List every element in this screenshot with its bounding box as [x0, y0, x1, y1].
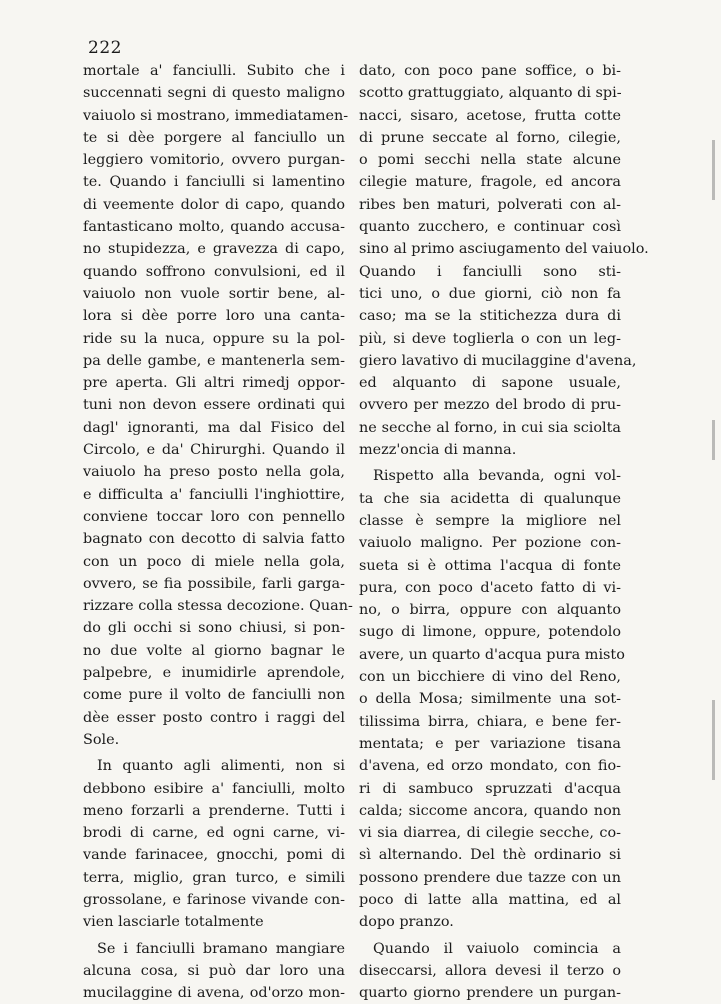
text-line: fantasticano molto, quando accusa- — [83, 219, 345, 236]
text-line: succennati segni di questo maligno — [83, 85, 345, 102]
text-line: dopo pranzo. — [359, 914, 454, 931]
text-line: grossolane, e farinose vivande con- — [83, 891, 345, 908]
text-line: come pure il volto de fanciulli non — [83, 687, 345, 704]
text-line: te. Quando i fanciulli si lamentino — [83, 174, 345, 191]
text-line: pa delle gambe, e mantenerla sem- — [83, 352, 345, 369]
text-line: conviene toccar loro con pennello — [83, 508, 345, 525]
text-line: caso; ma se la stitichezza dura di — [359, 308, 621, 325]
text-line: meno forzarli a prenderne. Tutti i — [83, 802, 345, 819]
text-line: classe è sempre la migliore nel — [359, 512, 621, 529]
text-line: vaiuolo non vuole sortir bene, al- — [83, 285, 345, 302]
text-line: con un poco di miele nella gola, — [83, 553, 345, 570]
text-line: Rispetto alla bevanda, ogni vol- — [373, 468, 621, 485]
text-line: vaiuolo ha preso posto nella gola, — [83, 464, 345, 481]
text-line: cilegie mature, fragole, ed ancora — [359, 174, 621, 191]
text-line: quarto giorno prendere un purgan- — [359, 985, 621, 1002]
text-line: no stupidezza, e gravezza di capo, — [83, 241, 345, 258]
text-line: e difficulta a' fanciulli l'inghiottire, — [83, 486, 345, 503]
text-line: tuni non devon essere ordinati qui — [83, 397, 345, 414]
text-line: leggiero vomitorio, ovvero purgan- — [83, 152, 345, 169]
text-line: alcuna cosa, si può dar loro una — [83, 962, 345, 979]
text-line: palpebre, e inumidirle aprendole, — [83, 665, 345, 682]
text-line: do gli occhi si sono chiusi, si pon- — [83, 620, 345, 637]
text-line: calda; siccome ancora, quando non — [359, 802, 621, 819]
text-line: sugo di limone, oppure, potendolo — [359, 624, 621, 641]
text-line: sino al primo asciugamento del vaiuolo. — [359, 241, 649, 258]
text-line: o della Mosa; similmente una sot- — [359, 691, 621, 708]
text-line: bagnato con decotto di salvia fatto — [83, 531, 345, 548]
text-line: mortale a' fanciulli. Subito che i — [83, 63, 345, 79]
page-edge-mark — [712, 420, 715, 460]
text-line: vande farinacee, gnocchi, pomi di — [83, 847, 345, 864]
text-column-left — [83, 60, 353, 1004]
page-edge-mark — [712, 140, 715, 200]
text-line: ovvero per mezzo del brodo di pru- — [359, 397, 621, 414]
text-line: mezz'oncia di manna. — [359, 442, 517, 459]
text-line: giero lavativo di mucilaggine d'avena, — [359, 352, 637, 369]
text-line: di prune seccate al forno, cilegie, — [359, 129, 621, 146]
text-line: o pomi secchi nella state alcune — [359, 152, 621, 169]
text-line: mucilaggine di avena, od'orzo mon- — [83, 985, 345, 1002]
text-line: Quando il vaiuolo comincia a — [373, 940, 621, 957]
text-line: no due volte al giorno bagnar le — [83, 642, 345, 659]
text-line: dagl' ignoranti, ma dal Fisico del — [83, 419, 345, 436]
text-line: avere, un quarto d'acqua pura misto — [359, 646, 625, 663]
text-line: diseccarsi, allora devesi il terzo o — [359, 962, 621, 979]
text-line: nacci, sisaro, acetose, frutta cotte — [359, 107, 621, 124]
text-line: ed alquanto di sapone usuale, — [359, 375, 621, 392]
text-line: sueta si è ottima l'acqua di fonte — [359, 557, 621, 574]
text-line: dèe esser posto contro i raggi del — [83, 709, 345, 726]
text-line: tici uno, o due giorni, ciò non fa — [359, 285, 621, 302]
text-line: ta che sia acidetta di qualunque — [359, 490, 621, 507]
text-line: vaiuolo si mostrano, immediatamen- — [83, 107, 349, 124]
text-line: più, si deve toglierla o con un leg- — [359, 330, 621, 347]
text-line: quanto zucchero, e continuar così — [359, 219, 621, 236]
text-line: terra, miglio, gran turco, e simili — [83, 869, 345, 886]
text-line: tilissima birra, chiara, e bene fer- — [359, 713, 621, 730]
text-line: ribes ben maturi, polverati con al- — [359, 196, 621, 213]
text-line: brodi di carne, ed ogni carne, vi- — [83, 825, 345, 842]
text-line: con un bicchiere di vino del Reno, — [359, 669, 621, 686]
text-line: pre aperta. Gli altri rimedj oppor- — [83, 375, 345, 392]
text-line: Sole. — [83, 731, 120, 748]
text-line: ne secche al forno, in cui sia sciolta — [359, 419, 621, 436]
text-line: poco di latte alla mattina, ed al — [359, 891, 621, 908]
text-line: te si dèe porgere al fanciullo un — [83, 129, 345, 146]
text-line: vaiuolo maligno. Per pozione con- — [359, 535, 621, 552]
text-line: ride su la nuca, oppure su la pol- — [83, 330, 345, 347]
page-edge-mark — [712, 700, 715, 780]
text-line: mentata; e per variazione tisana — [359, 735, 621, 752]
text-line: rizzare colla stessa decozione. Quan- — [83, 598, 353, 615]
text-line: ri di sambuco spruzzati d'acqua — [359, 780, 621, 797]
text-column-right — [359, 60, 649, 1004]
text-line: no, o birra, oppure con alquanto — [359, 602, 621, 619]
text-line: debbono esibire a' fanciulli, molto — [83, 780, 345, 797]
text-line: possono prendere due tazze con un — [359, 869, 621, 886]
text-line: vien lasciarle totalmente — [83, 914, 264, 931]
text-line: dato, con poco pane soffice, o bi- — [359, 63, 621, 79]
text-line: Se i fanciulli bramano mangiare — [97, 940, 345, 957]
text-line: Quando i fanciulli sono sti- — [359, 263, 621, 280]
text-line: lora si dèe porre loro una canta- — [83, 308, 345, 325]
text-line: pura, con poco d'aceto fatto di vi- — [359, 579, 621, 596]
text-line: scotto grattuggiato, alquanto di spi- — [359, 85, 622, 102]
text-line: d'avena, ed orzo mondato, con fio- — [359, 758, 621, 775]
text-line: In quanto agli alimenti, non si — [97, 758, 345, 775]
text-line: vi sia diarrea, di cilegie secche, co- — [359, 825, 621, 842]
text-line: di veemente dolor di capo, quando — [83, 196, 345, 213]
text-line: sì alternando. Del thè ordinario si — [359, 847, 621, 864]
text-line: Circolo, e da' Chirurghi. Quando il — [83, 442, 345, 459]
text-line: ovvero, se fia possibile, farli garga- — [83, 575, 345, 592]
text-line: quando soffrono convulsioni, ed il — [83, 263, 345, 280]
page-number: 222 — [88, 38, 122, 58]
